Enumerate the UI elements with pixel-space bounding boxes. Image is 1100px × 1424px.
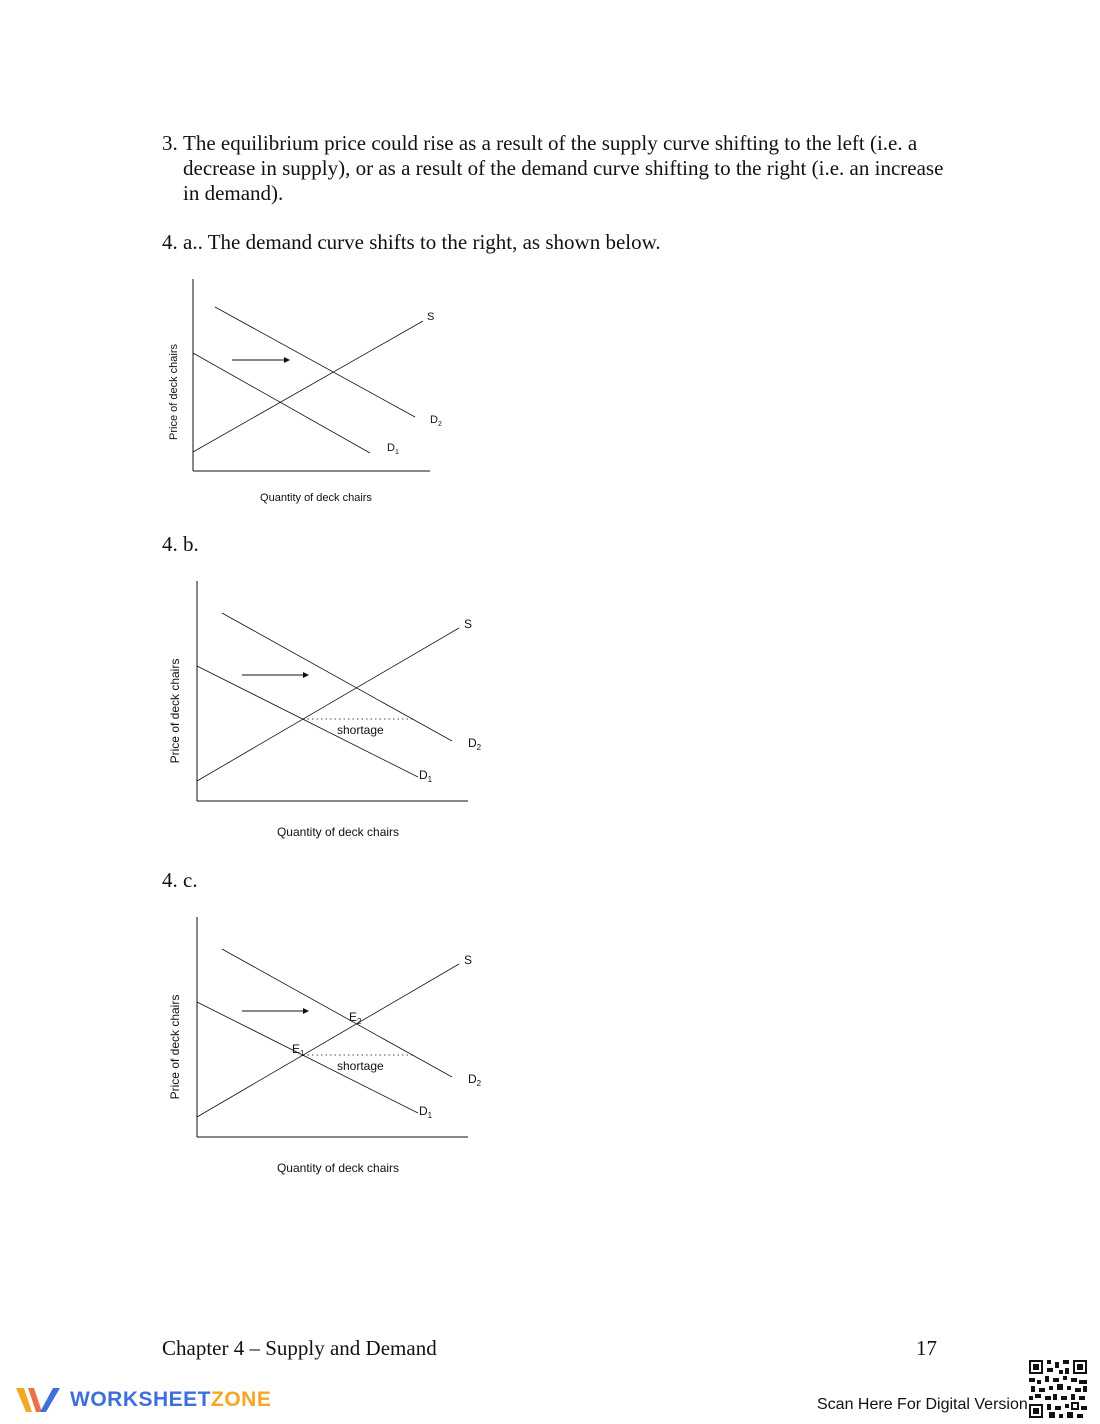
x-axis-label: Quantity of deck chairs	[276, 825, 400, 839]
y-axis-label: Price of deck chairs	[168, 994, 182, 1100]
worksheetzone-logo[interactable]	[14, 1384, 271, 1416]
label-d1: $D_1$	[387, 442, 399, 456]
label-d2: $D_2$	[468, 736, 482, 752]
label-s: S	[427, 311, 435, 323]
page-number: 17	[916, 1336, 937, 1360]
label-d1: $D_1$	[419, 768, 433, 784]
heading-4a: 4. a.. The demand curve shifts to the right, as shown below.	[162, 230, 661, 254]
heading-4c: 4. c.	[162, 868, 198, 892]
qr-code-icon[interactable]	[1029, 1360, 1087, 1418]
label-d2: $D_2$	[468, 1072, 482, 1088]
supply-curve	[197, 628, 459, 781]
chart-4c	[168, 917, 482, 1175]
logo-text: WORKSHEETZONE	[70, 1388, 272, 1411]
label-shortage: shortage	[337, 1059, 384, 1073]
paragraph-3-text: The equilibrium price could rise as a result of the supply curve shifting to the left (i.e. a decrease in supply), or as a result of the demand curve shifting to the right (i.e. an increase in demand).	[183, 131, 944, 205]
supply-curve	[193, 321, 423, 452]
demand-curve-d2	[222, 949, 452, 1077]
demand-curve-d2	[215, 307, 415, 417]
chart-4a	[168, 279, 442, 504]
label-d1: $D_1$	[419, 1104, 433, 1120]
label-e1: $E_1$	[292, 1042, 305, 1058]
demand-curve-d1	[193, 353, 370, 453]
paragraph-3-number: 3.	[162, 131, 178, 155]
label-s: S	[464, 617, 473, 631]
chapter-title: Chapter 4 – Supply and Demand	[162, 1336, 437, 1360]
x-axis-label: Quantity of deck chairs	[260, 492, 372, 504]
label-e2: $E_2$	[349, 1010, 362, 1026]
demand-curve-d2	[222, 613, 452, 741]
supply-curve	[197, 964, 459, 1117]
heading-4b: 4. b.	[162, 532, 199, 556]
x-axis-label: Quantity of deck chairs	[276, 1161, 400, 1175]
label-s: S	[464, 953, 473, 967]
scan-text: Scan Here For Digital Version	[817, 1396, 1028, 1413]
logo-w-icon	[14, 1384, 62, 1416]
y-axis-label: Price of deck chairs	[168, 658, 182, 764]
label-shortage: shortage	[337, 723, 384, 737]
demand-curve-d1	[197, 666, 418, 777]
y-axis-label: Price of deck chairs	[168, 344, 180, 440]
demand-curve-d1	[197, 1002, 418, 1113]
chart-4b	[168, 581, 482, 839]
label-d2: $D_2$	[430, 414, 442, 428]
